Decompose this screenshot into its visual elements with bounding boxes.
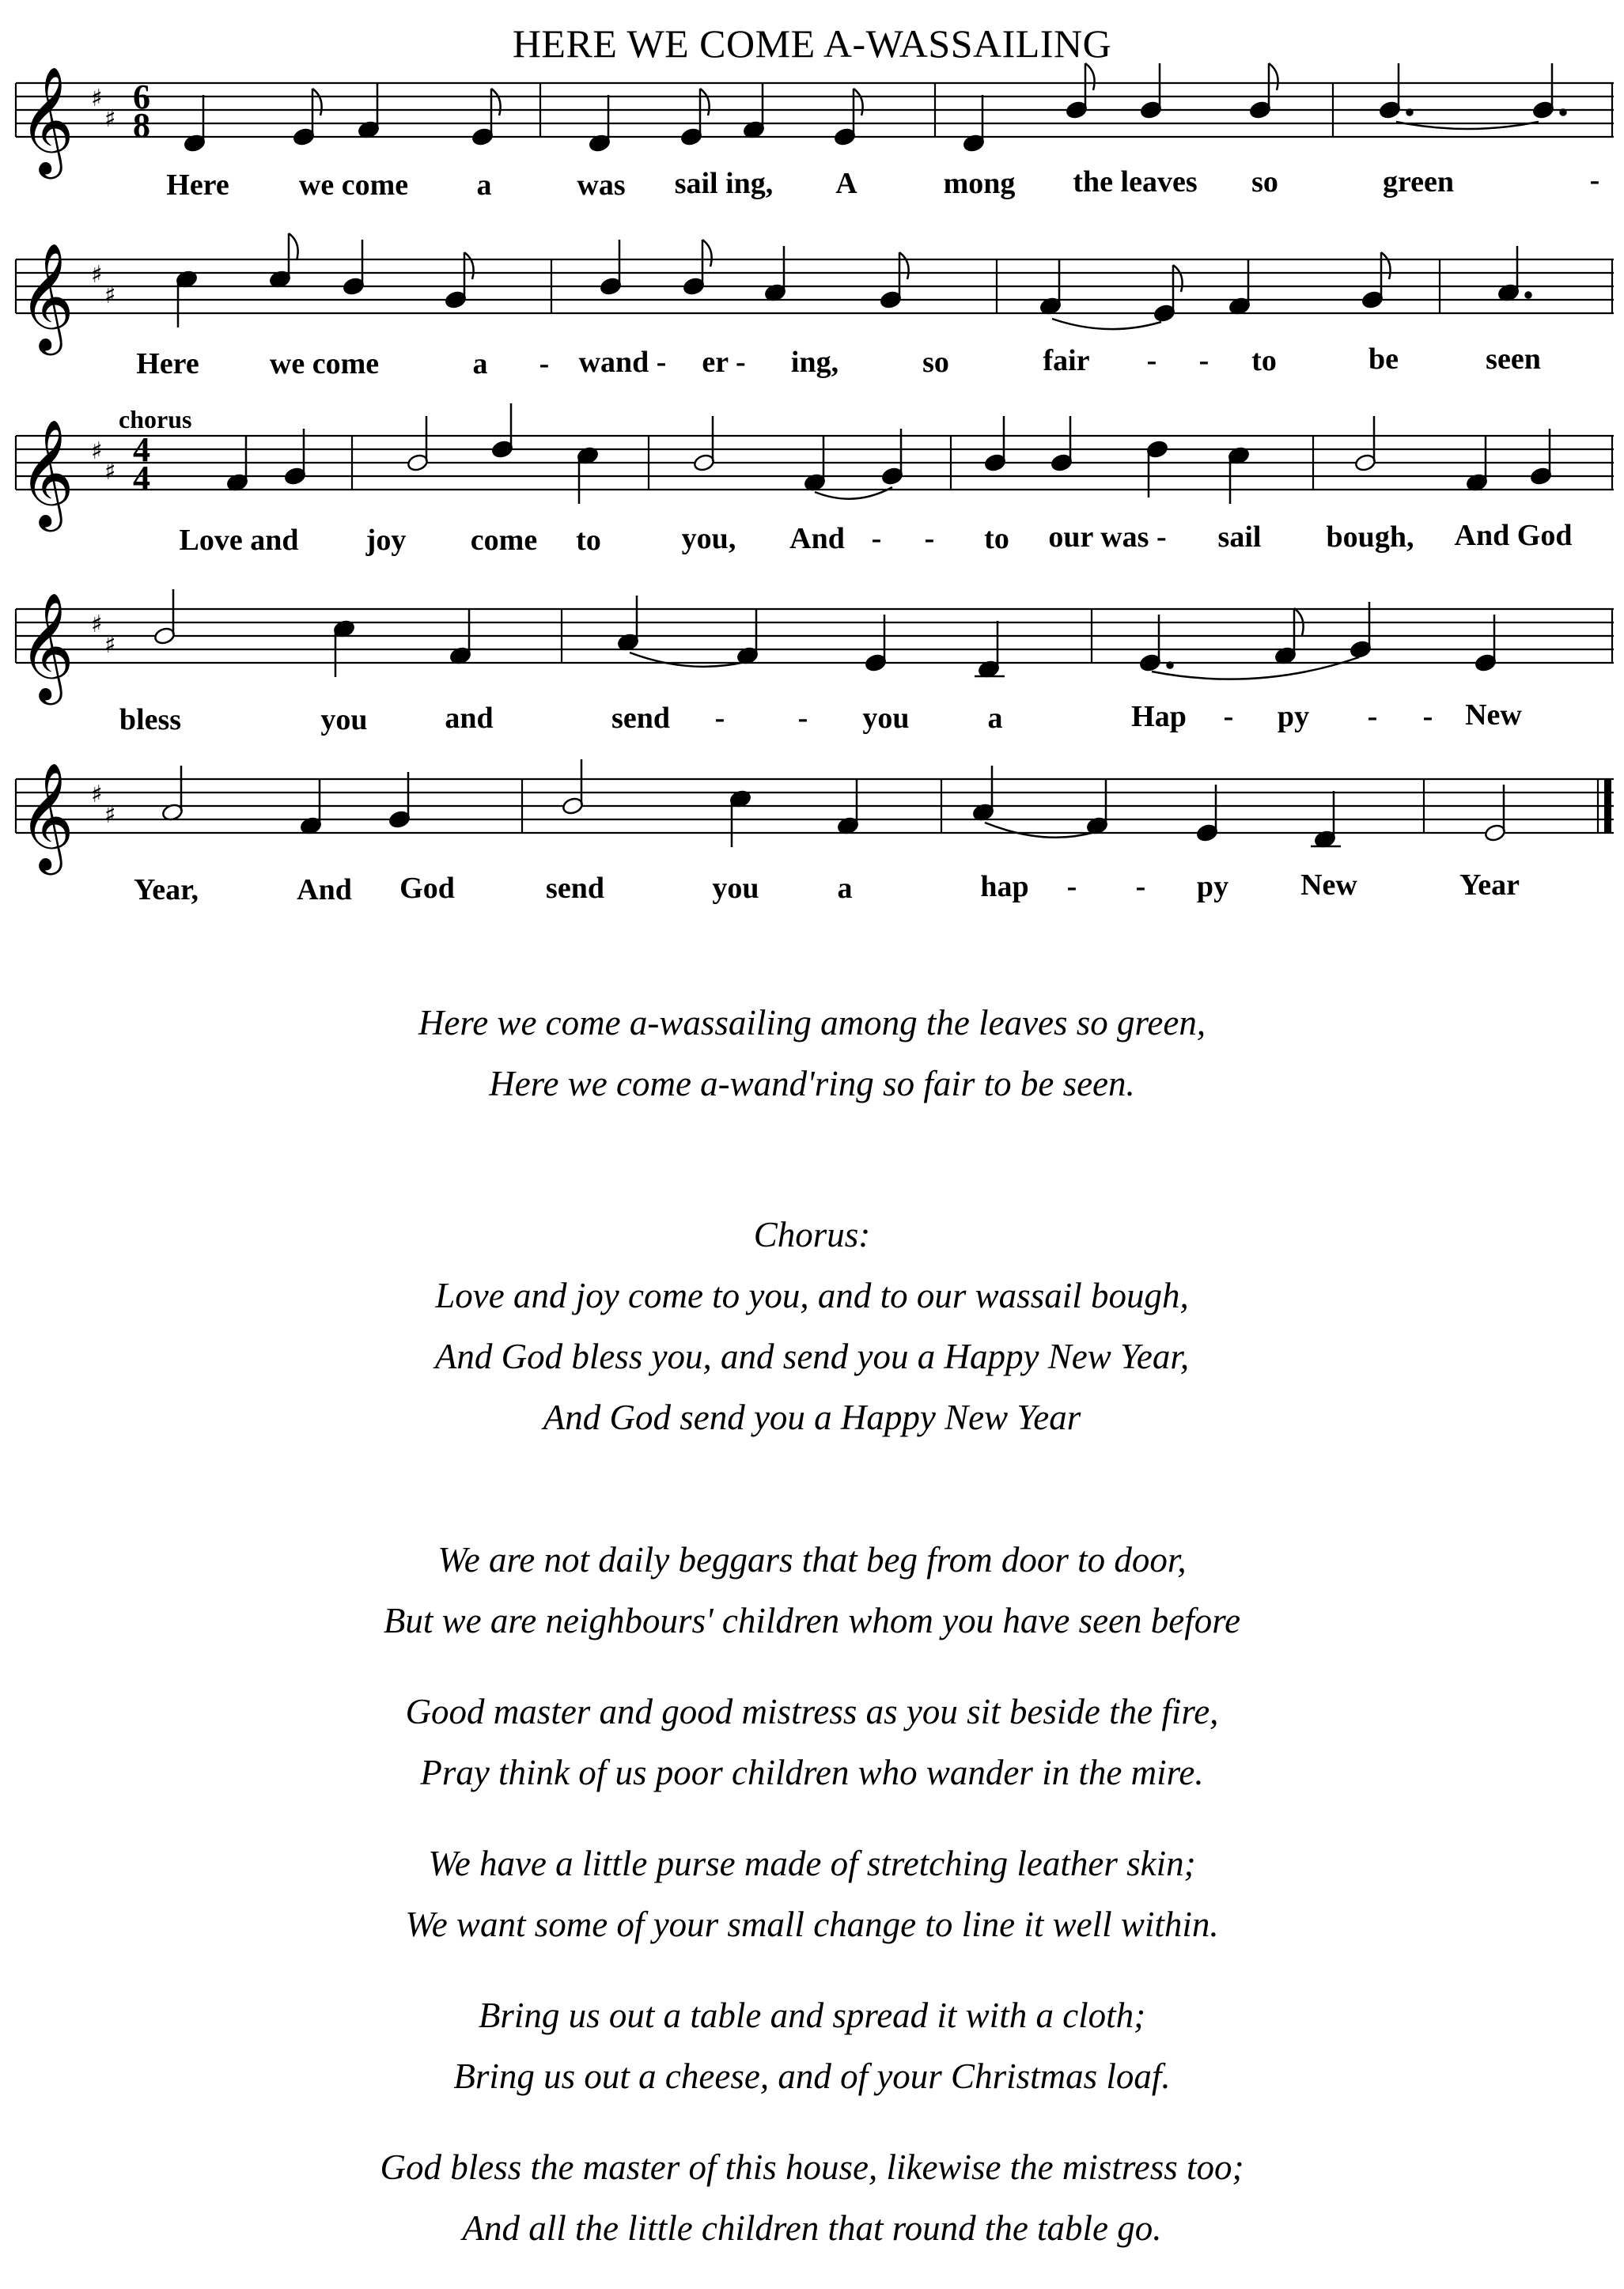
lyric-word: the leaves — [1073, 165, 1198, 199]
lyric-word: - — [924, 522, 935, 555]
stanza-6 — [0, 2137, 1624, 2259]
chorus-stanza — [0, 1205, 1624, 1448]
lyric-word: to — [984, 522, 1009, 555]
verse-line: Good master and good mistress as you sit beside the fire, — [405, 1692, 1219, 1731]
lyric-word: Year, — [134, 873, 199, 906]
staff-5-notation — [16, 759, 1614, 933]
treble-clef-icon: 𝄞 — [19, 761, 74, 870]
verse-line: But we are neighbours' children whom you have seen before — [383, 1601, 1241, 1640]
verse-line: Bring us out a table and spread it with a cloth; — [478, 1996, 1146, 2035]
lyric-word: come — [470, 524, 538, 557]
lyric-word: and — [445, 702, 494, 735]
lyric-word: - — [1066, 870, 1077, 903]
lyric-word: - — [1422, 700, 1433, 733]
staff-system-3 — [16, 416, 1614, 590]
lyric-word: - — [714, 702, 725, 735]
stanza-1 — [0, 993, 1624, 1114]
lyric-word: wand - — [578, 346, 667, 379]
verse-line: Love and joy come to you, and to our wassail bough, — [435, 1276, 1189, 1315]
staff-system-1 — [16, 63, 1614, 237]
lyric-word: er - — [702, 346, 746, 379]
verse-line: And all the little children that round the table go. — [462, 2208, 1162, 2248]
verse-line: We have a little purse made of stretching leather skin; — [428, 1844, 1196, 1883]
lyric-word: so — [1251, 165, 1278, 199]
chorus-label: chorus — [119, 405, 192, 433]
time-sig-top: 6 — [133, 78, 150, 116]
lyric-word: to — [1251, 344, 1277, 377]
lyric-word: send — [546, 872, 604, 905]
lyric-word: And — [297, 873, 352, 906]
verse-line: And God send you a Happy New Year — [543, 1398, 1081, 1437]
lyric-word: a — [837, 872, 853, 905]
lyric-word: you — [862, 702, 910, 735]
svg-text:♯: ♯ — [104, 282, 116, 309]
lyric-word: New — [1465, 698, 1522, 732]
lyric-word: - — [1367, 700, 1378, 733]
lyric-word: A — [835, 167, 857, 200]
lyric-word: - — [797, 702, 808, 735]
lyric-word: Here — [136, 347, 199, 380]
time-sig-bottom: 4 — [133, 459, 150, 498]
chorus-heading: Chorus: — [753, 1215, 871, 1254]
lyric-word: - — [539, 347, 550, 380]
lyric-word: our was - — [1048, 520, 1167, 554]
stanza-5 — [0, 1985, 1624, 2107]
lyric-word: sail — [1217, 520, 1262, 554]
lyric-word: we come — [298, 168, 409, 202]
lyric-word: - — [1198, 344, 1209, 377]
lyric-word: - — [1589, 164, 1600, 197]
svg-text:♯: ♯ — [104, 801, 116, 829]
staff-4-notation — [16, 589, 1614, 763]
lyric-word: a — [472, 347, 488, 380]
lyric-word: And God — [1454, 519, 1573, 552]
verse-line: Bring us out a cheese, and of your Christmas loaf. — [453, 2056, 1171, 2096]
stanza-3 — [0, 1682, 1624, 1803]
lyric-word: - — [1146, 344, 1157, 377]
lyric-word: so — [922, 346, 949, 379]
treble-clef-icon: 𝄞 — [19, 241, 74, 350]
staff-system-5 — [16, 759, 1614, 933]
lyric-word: py — [1277, 700, 1310, 733]
lyric-word: to — [576, 524, 601, 557]
verse-line: Here we come a-wassailing among the leaves so green, — [418, 1003, 1206, 1042]
svg-text:♯: ♯ — [104, 105, 116, 133]
lyric-word: bough, — [1326, 520, 1414, 554]
lyric-word: joy — [365, 524, 407, 557]
lyric-word: bless — [119, 703, 182, 736]
verse-line: Pray think of us poor children who wander in the mire. — [420, 1753, 1204, 1792]
lyric-word: we come — [269, 347, 380, 380]
lyric-word: sail ing, — [674, 167, 774, 200]
svg-text:♯: ♯ — [91, 437, 103, 465]
lyric-word: a — [987, 702, 1003, 735]
svg-text:♯: ♯ — [91, 261, 103, 289]
lyric-word: you — [320, 703, 368, 736]
lyric-word: seen — [1486, 342, 1541, 376]
lyric-word: God — [399, 872, 455, 905]
svg-text:♯: ♯ — [104, 458, 116, 486]
lyric-word: fair — [1043, 344, 1090, 377]
lyric-word: ing, — [790, 346, 839, 379]
lyric-word: - — [1135, 870, 1146, 903]
song-title: HERE WE COME A-WASSAILING — [512, 21, 1112, 66]
lyric-word: you, — [681, 522, 736, 555]
lyric-word: green — [1382, 165, 1455, 199]
verse-line: And God bless you, and send you a Happy New Year, — [434, 1337, 1190, 1376]
lyric-word: send — [611, 702, 670, 735]
staff-1-notation — [16, 63, 1614, 237]
lyric-word: Love and — [179, 524, 299, 557]
svg-text:♯: ♯ — [104, 631, 116, 659]
svg-text:♯: ♯ — [91, 611, 103, 638]
time-sig-bottom: 8 — [133, 106, 150, 145]
treble-clef-icon: 𝄞 — [19, 65, 74, 174]
treble-clef-icon: 𝄞 — [19, 591, 74, 700]
lyric-word: py — [1196, 870, 1229, 903]
lyric-word: - — [1223, 700, 1234, 733]
lyric-word: Year — [1459, 868, 1520, 902]
lyric-word: - — [871, 522, 882, 555]
lyric-word: was — [577, 168, 626, 202]
lyric-word: be — [1368, 342, 1399, 376]
svg-text:♯: ♯ — [91, 781, 103, 808]
lyric-word: you — [712, 872, 759, 905]
verse-line: We are not daily beggars that beg from door to door, — [437, 1540, 1187, 1580]
verse-line: Here we come a-wand'ring so fair to be seen. — [489, 1064, 1135, 1103]
lyric-word: New — [1300, 868, 1357, 902]
stanza-4 — [0, 1833, 1624, 1955]
staff-3-notation — [16, 416, 1614, 590]
lyric-word: Here — [166, 168, 229, 202]
verses-text — [0, 993, 1624, 2289]
verse-line: We want some of your small change to line it well within. — [405, 1905, 1219, 1944]
stanza-2 — [0, 1530, 1624, 1651]
verse-line: God bless the master of this house, likewise the mistress too; — [380, 2147, 1244, 2187]
treble-clef-icon: 𝄞 — [19, 418, 74, 527]
svg-text:♯: ♯ — [91, 85, 103, 112]
lyric-word: And — [789, 522, 845, 555]
staff-2-notation — [16, 240, 1614, 414]
staff-system-4 — [16, 589, 1614, 763]
lyric-word: Hap — [1131, 700, 1187, 733]
lyric-word: mong — [943, 167, 1016, 200]
staff-system-2 — [16, 240, 1614, 414]
lyric-word: hap — [980, 870, 1029, 903]
time-sig-top: 4 — [133, 430, 150, 469]
lyric-word: a — [476, 168, 492, 202]
